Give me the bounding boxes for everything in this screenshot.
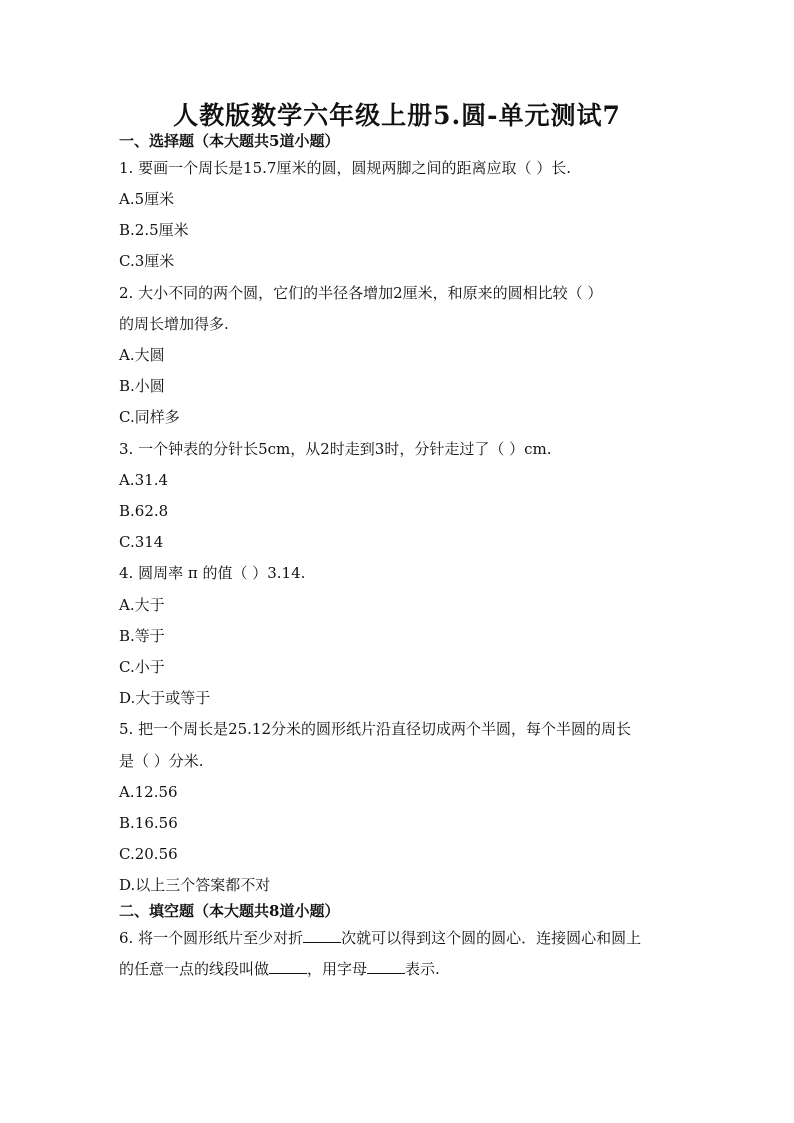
answer-blank [367,959,405,974]
document-title: 人教版数学六年级上册5.圆-单元测试7 [173,101,621,130]
question-5-stem-line1: 5. 把一个周长是25.12分米的圆形纸片沿直径切成两个半圆，每个半圆的周长 [119,720,632,738]
question-3-stem: 3. 一个钟表的分针长5cm，从2时走到3时，分针走过了（ ）cm. [119,440,552,458]
question-5-option-a: A.12.56 [119,783,178,801]
question-6-line1 [119,928,641,948]
question-2-option-c: C.同样多 [119,408,180,426]
answer-blank [269,959,307,974]
question-2-option-a: A.大圆 [119,346,165,364]
question-5-option-b: B.16.56 [119,814,178,832]
question-4-option-c: C.小于 [119,658,165,676]
section-heading-multiple-choice: 一、选择题（本大题共5道小题） [119,132,340,150]
question-3-option-a: A.31.4 [119,471,168,489]
section-heading-fill-in: 二、填空题（本大题共8道小题） [119,902,340,920]
question-4-stem: 4. 圆周率 π 的值（ ）3.14. [119,564,306,582]
question-6-text-e: 表示. [405,960,440,978]
question-5-option-d: D.以上三个答案都不对 [119,876,271,894]
question-2-stem-line1: 2. 大小不同的两个圆，它们的半径各增加2厘米，和原来的圆相比较（ ） [119,284,603,302]
question-6-text-b: 次就可以得到这个圆的圆心．连接圆心和圆上 [341,929,642,947]
question-6-text-c: 的任意一点的线段叫做 [119,960,270,978]
question-6-text-a: 6. 将一个圆形纸片至少对折 [119,929,304,947]
question-1-stem: 1. 要画一个周长是15.7厘米的圆，圆规两脚之间的距离应取（ ）长. [119,159,572,177]
question-6-text-d: ，用字母 [307,960,368,978]
question-1-option-c: C.3厘米 [119,252,175,270]
question-4-option-b: B.等于 [119,627,165,645]
question-4-option-d: D.大于或等于 [119,689,211,707]
question-1-option-a: A.5厘米 [119,190,175,208]
question-4-option-a: A.大于 [119,596,165,614]
question-5-option-c: C.20.56 [119,845,178,863]
question-3-option-c: C.314 [119,533,164,551]
question-6-line2 [119,959,440,979]
question-2-stem-line2: 的周长增加得多. [119,315,229,333]
question-3-option-b: B.62.8 [119,502,169,520]
question-2-option-b: B.小圆 [119,377,165,395]
question-1-option-b: B.2.5厘米 [119,221,189,239]
question-5-stem-line2: 是（ ）分米. [119,752,204,770]
answer-blank [303,928,341,943]
